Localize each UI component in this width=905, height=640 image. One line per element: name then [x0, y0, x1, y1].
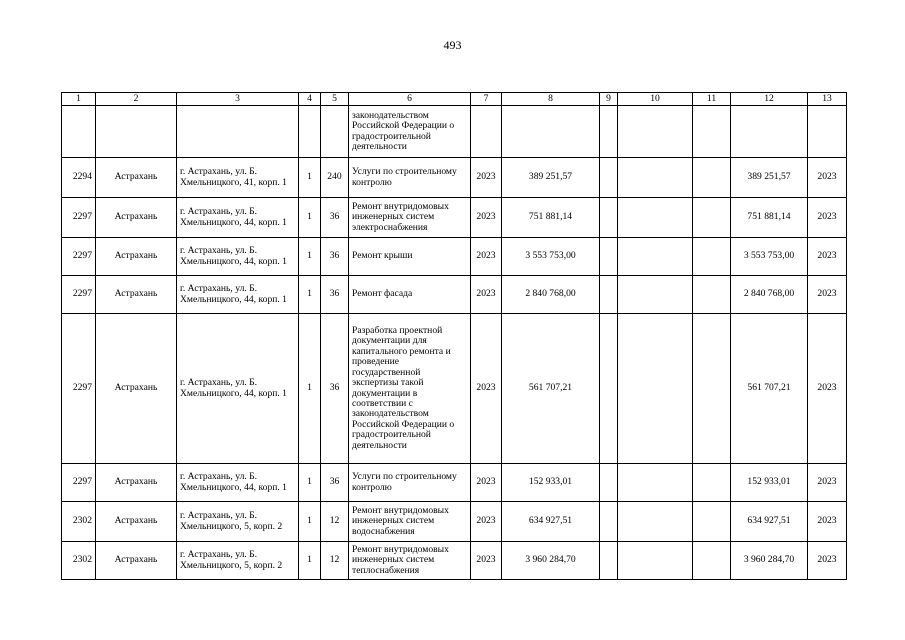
cell-c11 — [693, 198, 731, 238]
cell-c10 — [618, 276, 693, 314]
cell-total: 152 933,01 — [731, 464, 808, 502]
cell-c5: 36 — [321, 464, 349, 502]
cell-c11 — [693, 502, 731, 542]
cell-city: Астрахань — [96, 158, 177, 198]
cell-c11 — [693, 106, 731, 158]
cell-year2: 2023 — [808, 314, 847, 464]
cell-year2: 2023 — [808, 276, 847, 314]
cell-c10 — [618, 106, 693, 158]
cell-year: 2023 — [471, 542, 502, 580]
cell-city: Астрахань — [96, 238, 177, 276]
table-row — [62, 314, 847, 464]
cell-cost — [502, 106, 600, 158]
cell-c5: 36 — [321, 276, 349, 314]
cell-c5: 12 — [321, 502, 349, 542]
cell-year: 2023 — [471, 276, 502, 314]
cell-c9 — [600, 314, 618, 464]
cell-address: г. Астрахань, ул. Б. Хмельницкого, 44, корп. 1 — [177, 464, 299, 502]
table-row — [62, 198, 847, 238]
table-row — [62, 464, 847, 502]
cell-year2: 2023 — [808, 198, 847, 238]
cell-c4: 1 — [299, 542, 321, 580]
header-cell: 10 — [618, 93, 693, 106]
cell-c5: 12 — [321, 542, 349, 580]
cell-year2: 2023 — [808, 464, 847, 502]
header-cell: 5 — [321, 93, 349, 106]
cell-year2: 2023 — [808, 542, 847, 580]
cell-address: г. Астрахань, ул. Б. Хмельницкого, 41, корп. 1 — [177, 158, 299, 198]
cell-c5: 36 — [321, 238, 349, 276]
cell-c5: 36 — [321, 314, 349, 464]
cell-c10 — [618, 314, 693, 464]
cell-id: 2297 — [62, 314, 96, 464]
cell-year2: 2023 — [808, 238, 847, 276]
cell-work: Ремонт внутридомовых инженерных систем водоснабжения — [349, 502, 471, 542]
cell-id: 2302 — [62, 542, 96, 580]
header-cell: 1 — [62, 93, 96, 106]
cell-c4 — [299, 106, 321, 158]
cell-c9 — [600, 106, 618, 158]
cell-c4: 1 — [299, 198, 321, 238]
header-cell: 8 — [502, 93, 600, 106]
cell-id: 2297 — [62, 198, 96, 238]
cell-address: г. Астрахань, ул. Б. Хмельницкого, 5, корп. 2 — [177, 502, 299, 542]
cell-cost: 561 707,21 — [502, 314, 600, 464]
cell-c11 — [693, 238, 731, 276]
cell-c11 — [693, 276, 731, 314]
cell-c4: 1 — [299, 158, 321, 198]
cell-c10 — [618, 464, 693, 502]
cell-id: 2302 — [62, 502, 96, 542]
cell-c9 — [600, 542, 618, 580]
continuation-row — [62, 106, 847, 158]
cell-address: г. Астрахань, ул. Б. Хмельницкого, 44, корп. 1 — [177, 314, 299, 464]
cell-year: 2023 — [471, 502, 502, 542]
cell-c11 — [693, 542, 731, 580]
table-row — [62, 158, 847, 198]
header-cell: 13 — [808, 93, 847, 106]
cell-work: Ремонт внутридомовых инженерных систем электроснабжения — [349, 198, 471, 238]
cell-city: Астрахань — [96, 314, 177, 464]
cell-year: 2023 — [471, 158, 502, 198]
cell-c10 — [618, 542, 693, 580]
cell-address: г. Астрахань, ул. Б. Хмельницкого, 44, корп. 1 — [177, 276, 299, 314]
cell-work: Услуги по строительному контролю — [349, 464, 471, 502]
cell-c10 — [618, 502, 693, 542]
cell-total: 3 960 284,70 — [731, 542, 808, 580]
cell-cost: 2 840 768,00 — [502, 276, 600, 314]
header-cell: 12 — [731, 93, 808, 106]
cell-year2: 2023 — [808, 502, 847, 542]
cell-c4: 1 — [299, 502, 321, 542]
cell-work: Разработка проектной документации для капитального ремонта и проведение государственной экспертизы такой документации в соответствии с законодательством Российской Федерации о градостроительной деятельности — [349, 314, 471, 464]
cell-c5: 36 — [321, 198, 349, 238]
header-cell: 4 — [299, 93, 321, 106]
cell-year2 — [808, 106, 847, 158]
register-table — [61, 92, 847, 580]
header-cell: 6 — [349, 93, 471, 106]
header-row — [62, 93, 847, 106]
table-row — [62, 276, 847, 314]
cell-c4: 1 — [299, 276, 321, 314]
cell-city — [96, 106, 177, 158]
cell-total — [731, 106, 808, 158]
cell-cost: 389 251,57 — [502, 158, 600, 198]
cell-year: 2023 — [471, 238, 502, 276]
cell-work: законодательством Российской Федерации о градостроительной деятельности — [349, 106, 471, 158]
cell-c4: 1 — [299, 464, 321, 502]
cell-total: 751 881,14 — [731, 198, 808, 238]
cell-c11 — [693, 314, 731, 464]
cell-city: Астрахань — [96, 502, 177, 542]
header-cell: 7 — [471, 93, 502, 106]
page-number: 493 — [443, 38, 462, 52]
cell-c5: 240 — [321, 158, 349, 198]
cell-year — [471, 106, 502, 158]
cell-id: 2294 — [62, 158, 96, 198]
cell-c9 — [600, 276, 618, 314]
cell-address: г. Астрахань, ул. Б. Хмельницкого, 44, корп. 1 — [177, 238, 299, 276]
cell-total: 389 251,57 — [731, 158, 808, 198]
cell-c9 — [600, 198, 618, 238]
cell-c10 — [618, 198, 693, 238]
table-row — [62, 542, 847, 580]
cell-work: Ремонт внутридомовых инженерных систем теплоснабжения — [349, 542, 471, 580]
cell-cost: 634 927,51 — [502, 502, 600, 542]
cell-address: г. Астрахань, ул. Б. Хмельницкого, 44, корп. 1 — [177, 198, 299, 238]
cell-c11 — [693, 464, 731, 502]
cell-city: Астрахань — [96, 198, 177, 238]
cell-year: 2023 — [471, 314, 502, 464]
cell-c9 — [600, 502, 618, 542]
cell-c10 — [618, 158, 693, 198]
cell-c11 — [693, 158, 731, 198]
cell-c9 — [600, 238, 618, 276]
cell-total: 2 840 768,00 — [731, 276, 808, 314]
cell-cost: 3 960 284,70 — [502, 542, 600, 580]
cell-cost: 152 933,01 — [502, 464, 600, 502]
cell-city: Астрахань — [96, 542, 177, 580]
table-row — [62, 502, 847, 542]
cell-id: 2297 — [62, 238, 96, 276]
cell-address: г. Астрахань, ул. Б. Хмельницкого, 5, корп. 2 — [177, 542, 299, 580]
cell-cost: 3 553 753,00 — [502, 238, 600, 276]
cell-c4: 1 — [299, 238, 321, 276]
header-cell: 2 — [96, 93, 177, 106]
cell-total: 634 927,51 — [731, 502, 808, 542]
header-cell: 11 — [693, 93, 731, 106]
cell-city: Астрахань — [96, 276, 177, 314]
cell-id — [62, 106, 96, 158]
cell-total: 3 553 753,00 — [731, 238, 808, 276]
cell-work: Ремонт фасада — [349, 276, 471, 314]
cell-c9 — [600, 158, 618, 198]
cell-year: 2023 — [471, 464, 502, 502]
cell-work: Услуги по строительному контролю — [349, 158, 471, 198]
cell-c5 — [321, 106, 349, 158]
cell-city: Астрахань — [96, 464, 177, 502]
header-cell: 3 — [177, 93, 299, 106]
cell-address — [177, 106, 299, 158]
table-row — [62, 238, 847, 276]
cell-work: Ремонт крыши — [349, 238, 471, 276]
cell-c10 — [618, 238, 693, 276]
cell-c9 — [600, 464, 618, 502]
cell-year: 2023 — [471, 198, 502, 238]
cell-id: 2297 — [62, 464, 96, 502]
header-cell: 9 — [600, 93, 618, 106]
cell-cost: 751 881,14 — [502, 198, 600, 238]
cell-total: 561 707,21 — [731, 314, 808, 464]
cell-id: 2297 — [62, 276, 96, 314]
cell-c4: 1 — [299, 314, 321, 464]
cell-year2: 2023 — [808, 158, 847, 198]
